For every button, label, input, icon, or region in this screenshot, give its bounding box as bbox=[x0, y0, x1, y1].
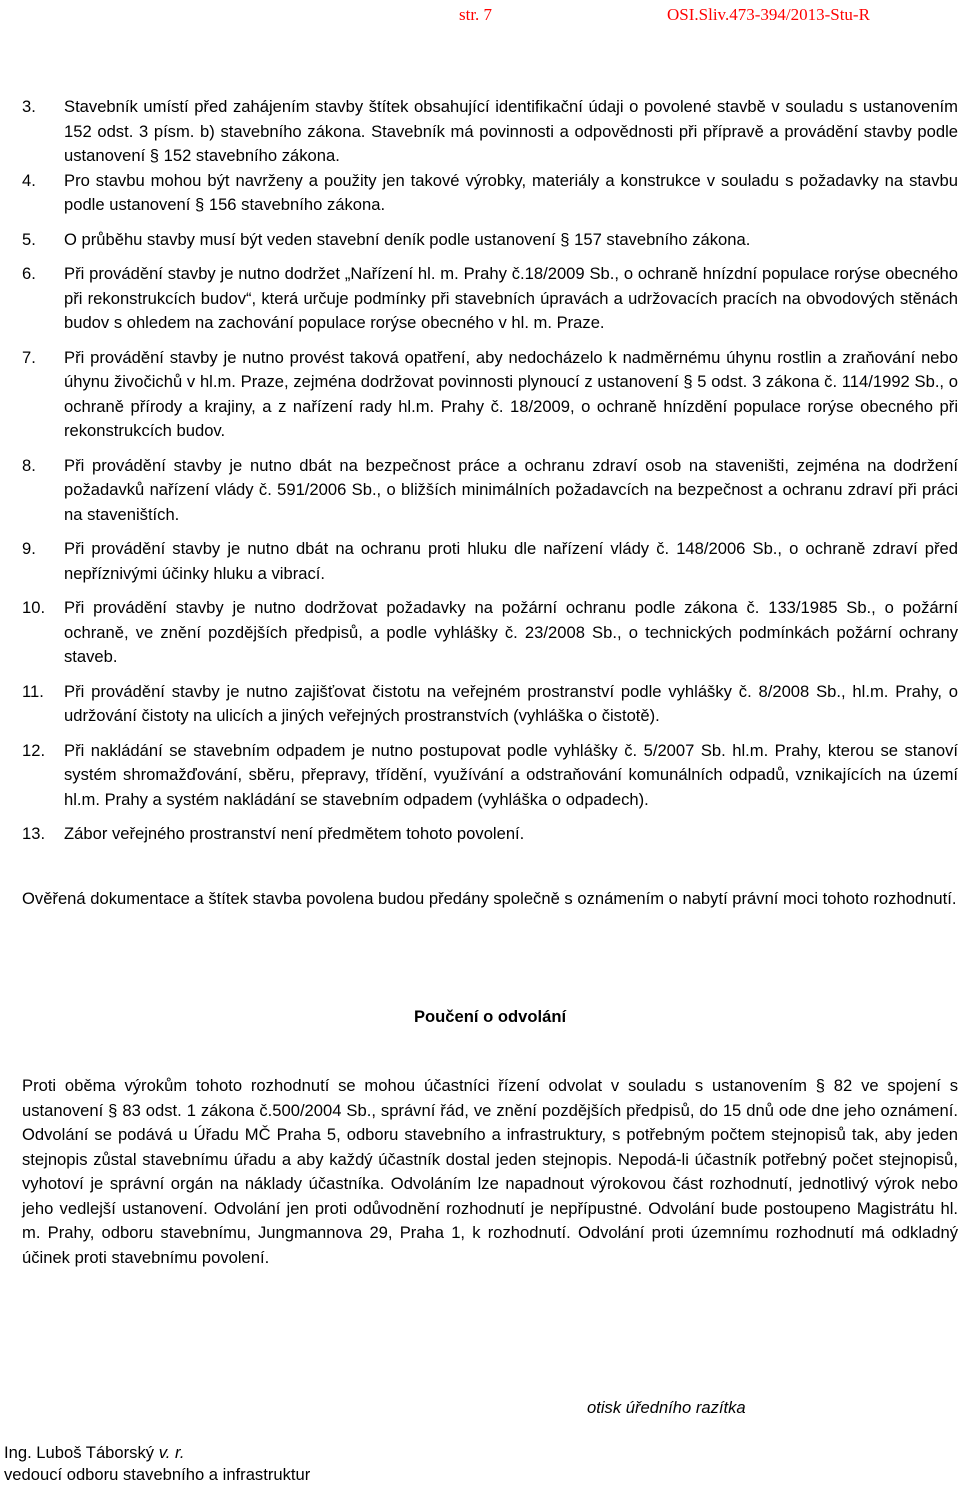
list-item bbox=[22, 228, 958, 253]
item-text: Pro stavbu mohou být navrženy a použity jen takové výrobky, materiály a konstrukce v souladu s požadavky na stavbu podle ustanovení § 156 stavebního zákona. bbox=[64, 170, 958, 214]
item-number: 11. bbox=[22, 681, 44, 701]
list-item bbox=[22, 739, 958, 813]
item-text: Při provádění stavby je nutno dodržovat požadavky na požární ochranu podle zákona č. 133/1985 Sb., o požární ochraně, ve znění pozdějších předpisů, a podle vyhlášky č. 23/2008 Sb., o technických podmínkách požární ochrany staveb. bbox=[64, 598, 958, 666]
item-text: Zábor veřejného prostranství není předmětem tohoto povolení. bbox=[64, 824, 525, 843]
item-text: O průběhu stavby musí být veden stavební deník podle ustanovení § 157 stavebního zákona. bbox=[64, 229, 751, 249]
signatory-name: Ing. Luboš Táborský bbox=[4, 1443, 155, 1462]
item-text: Při provádění stavby je nutno dodržet „Nařízení hl. m. Prahy č.18/2009 Sb., o ochraně hnízdní populace rorýse obecného při rekonstrukcích budov“, která určuje podmínky při stavebních úpravách a udržovacích pracích na obvodových stěnách budov s ohledem na zachování populace rorýse obecného v hl. m. Praze. bbox=[64, 264, 958, 332]
conditions-list bbox=[22, 95, 958, 847]
item-text: Při provádění stavby je nutno dbát na bezpečnost práce a ochranu zdraví osob na staveništi, zejména na dodržení požadavků nařízení vlády č. 591/2006 Sb., o bližších minimálních požadavcích na bezpečnost a ochranu zdraví při práci na staveništích. bbox=[64, 455, 958, 524]
list-item bbox=[22, 537, 958, 586]
signatory-position: vedoucí odboru stavebního a infrastruktur bbox=[4, 1465, 311, 1484]
item-number: 5. bbox=[22, 229, 36, 249]
item-text: Při provádění stavby je nutno dbát na ochranu proti hluku dle nařízení vlády č. 148/2006 Sb., o ochraně zdraví před nepříznivými účinky hluku a vibrací. bbox=[64, 539, 958, 583]
item-text: Stavebník umístí před zahájením stavby štítek obsahující identifikační údaji o povolené stavbě v souladu s ustanovením 152 odst. 3 písm. b) stavebního zákona. Stavebník má povinnosti a odpovědnosti při přípravě a provádění stavby podle ustanovení § 152 stavebního zákona. bbox=[64, 97, 958, 165]
stamp-placeholder: otisk úředního razítka bbox=[587, 1398, 746, 1417]
appeal-text: Proti oběma výrokům tohoto rozhodnutí se mohou účastníci řízení odvolat v souladu s ustanovením § 82 ve spojení s ustanovení § 83 odst. 1 zákona č.500/2004 Sb., správní řád, ve znění pozdějších předpisů, do 15 dnů ode dne jeho oznámení. Odvolání se podává u Úřadu MČ Praha 5, odboru stavebního a infrastruktury, s potřebným počtem stejnopisů tak, aby jeden stejnopis zůstal stavebnímu úřadu a aby každý účastník dostal jeden stejnopis. Nepodá-li účastník potřebný počet stejnopisů, vyhotoví je správní orgán na náklady účastníka. Odvoláním lze napadnout výrokovou část rozhodnutí, jednotlivý výrok nebo jeho vedlejší ustanovení. Odvolání jen proti odůvodnění rozhodnutí je nepřípustné. Odvolání bude postoupeno Magistrátu hl. m. Prahy, odboru stavebnímu, Jungmannova 29, Praha 1, k rozhodnutí. Odvolání proti územnímu rozhodnutí má odkladný účinek proti stavebnímu povolení. bbox=[22, 1076, 958, 1267]
list-item bbox=[22, 596, 958, 670]
item-number: 10. bbox=[22, 598, 46, 617]
list-item bbox=[22, 95, 958, 169]
signature-name bbox=[4, 1443, 185, 1463]
item-number: 4. bbox=[22, 170, 36, 190]
item-text: Při provádění stavby je nutno provést taková opatření, aby nedocházelo k nadměrnému úhynu rostlin a zraňování nebo úhynu živočichů v hl.m. Praze, zejména dodržovat povinnosti plynoucí z ustanovení § 5 odst. 3 zákona č. 114/1992 Sb., o ochraně přírody a krajiny, a z nařízení rady hl.m. Prahy č. 18/2009, o ochraně hnízdění populace rorýse obecného při rekonstrukcích budov. bbox=[64, 347, 958, 440]
item-text: Při nakládání se stavebním odpadem je nutno postupovat podle vyhlášky č. 5/2007 Sb. hl.m. Prahy, kterou se stanoví systém shromažďování, sběru, přepravy, třídění, využívání a odstraňování komunálních odpadů, vznikajících na území hl.m. Prahy a systém nakládání se stavebním odpadem (vyhláška o odpadech). bbox=[64, 740, 958, 809]
item-number: 6. bbox=[22, 264, 36, 283]
list-item bbox=[22, 346, 958, 444]
page-number: str. 7 bbox=[459, 5, 493, 24]
list-item bbox=[22, 262, 958, 336]
item-number: 8. bbox=[22, 455, 36, 475]
list-item bbox=[22, 822, 958, 847]
signature-suffix: v. r. bbox=[158, 1443, 185, 1462]
verified-documentation-note: Ověřená dokumentace a štítek stavba povolena budou předány společně s oznámením o nabytí právní moci tohoto rozhodnutí. bbox=[22, 889, 957, 908]
item-number: 7. bbox=[22, 347, 36, 367]
list-item bbox=[22, 454, 958, 528]
item-text: Při provádění stavby je nutno zajišťovat čistotu na veřejném prostranství podle vyhlášky č. 8/2008 Sb., hl.m. Prahy, o udržování čistoty na ulicích a jiných veřejných prostranstvích (vyhláška o čistotě). bbox=[64, 681, 958, 725]
item-number: 13. bbox=[22, 824, 46, 843]
item-number: 12. bbox=[22, 740, 46, 760]
appeal-heading: Poučení o odvolání bbox=[413, 1007, 567, 1026]
item-number: 9. bbox=[22, 539, 36, 558]
document-reference: OSI.Sliv.473-394/2013-Stu-R bbox=[667, 5, 870, 24]
list-item bbox=[22, 680, 958, 729]
list-item bbox=[22, 169, 958, 218]
item-number: 3. bbox=[22, 97, 36, 116]
